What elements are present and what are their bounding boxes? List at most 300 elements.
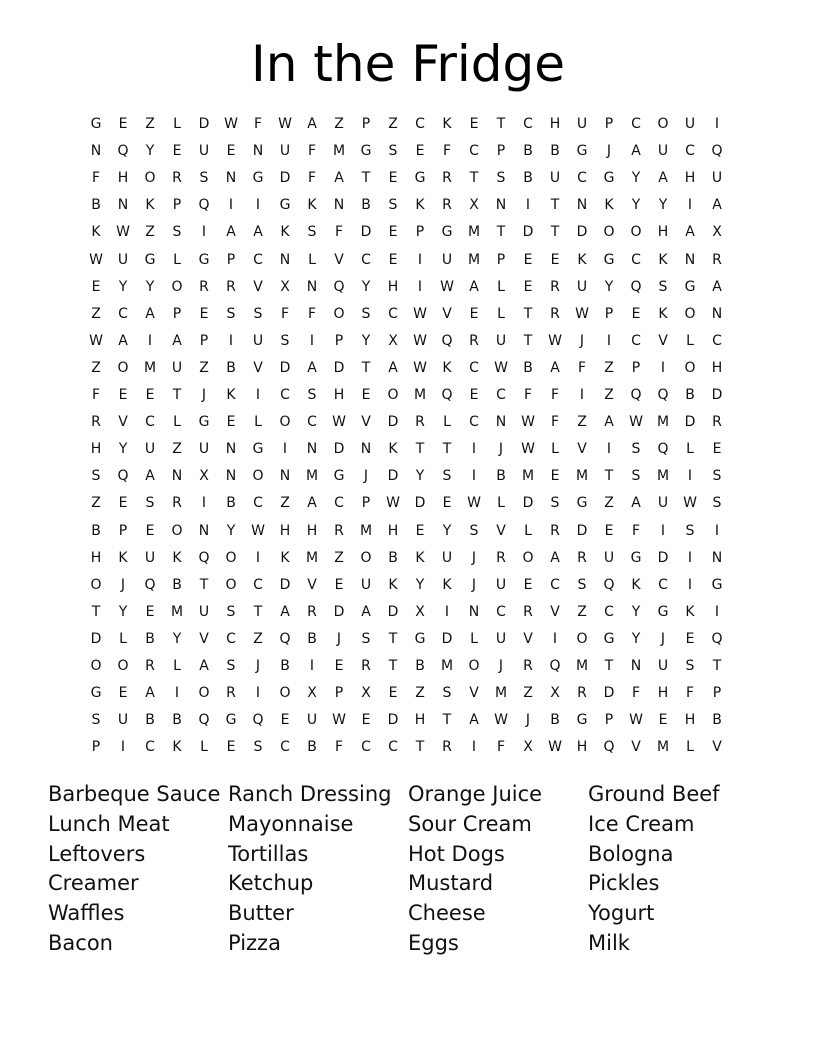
grid-letter[interactable]: R — [469, 332, 479, 349]
grid-letter[interactable]: Q — [630, 278, 642, 295]
grid-letter[interactable]: W — [521, 441, 535, 458]
grid-letter[interactable]: O — [279, 685, 291, 702]
grid-letter[interactable]: U — [144, 549, 156, 566]
grid-letter[interactable]: E — [388, 251, 398, 268]
grid-letter[interactable]: P — [361, 495, 371, 512]
grid-letter[interactable]: R — [442, 197, 452, 214]
grid-letter[interactable]: M — [575, 658, 589, 674]
grid-letter[interactable]: L — [443, 414, 451, 431]
grid-letter[interactable]: I — [417, 278, 423, 295]
grid-letter[interactable]: G — [414, 630, 426, 647]
grid-letter[interactable]: Q — [198, 197, 210, 214]
grid-letter[interactable]: I — [714, 603, 720, 620]
grid-letter[interactable]: D — [387, 603, 399, 620]
grid-letter[interactable]: Y — [118, 278, 128, 295]
grid-letter[interactable]: O — [630, 224, 642, 241]
grid-letter[interactable]: P — [226, 251, 236, 268]
grid-letter[interactable]: D — [279, 170, 291, 187]
grid-letter[interactable]: C — [280, 739, 290, 756]
grid-letter[interactable]: R — [415, 414, 425, 431]
grid-letter[interactable]: I — [606, 332, 612, 349]
grid-letter[interactable]: T — [361, 170, 371, 187]
grid-letter[interactable]: E — [118, 495, 128, 512]
grid-letter[interactable]: S — [550, 495, 560, 512]
grid-letter[interactable]: H — [657, 685, 669, 702]
grid-letter[interactable]: I — [471, 441, 477, 458]
grid-letter[interactable]: N — [252, 143, 264, 160]
grid-letter[interactable]: I — [687, 468, 693, 485]
grid-letter[interactable]: A — [361, 603, 371, 620]
grid-letter[interactable]: N — [711, 549, 723, 566]
grid-letter[interactable]: G — [333, 468, 345, 485]
grid-letter[interactable]: C — [280, 387, 290, 403]
grid-letter[interactable]: Q — [117, 468, 129, 485]
grid-letter[interactable]: X — [712, 224, 722, 241]
grid-letter[interactable]: D — [333, 441, 345, 458]
grid-letter[interactable]: U — [495, 576, 507, 593]
grid-letter[interactable]: F — [91, 170, 101, 187]
grid-letter[interactable]: P — [334, 332, 344, 349]
grid-letter[interactable]: U — [495, 332, 507, 349]
grid-letter[interactable]: I — [660, 522, 666, 539]
grid-letter[interactable]: D — [576, 522, 588, 539]
grid-letter[interactable]: Z — [604, 495, 614, 512]
grid-letter[interactable]: I — [282, 441, 288, 458]
grid-letter[interactable]: I — [417, 251, 423, 268]
grid-letter[interactable]: E — [550, 251, 560, 268]
grid-letter[interactable]: G — [90, 685, 102, 702]
grid-letter[interactable]: S — [361, 305, 371, 322]
grid-letter[interactable]: A — [631, 143, 641, 160]
grid-letter[interactable]: P — [496, 251, 506, 268]
grid-letter[interactable]: F — [334, 224, 344, 241]
grid-letter[interactable]: Z — [91, 305, 101, 322]
grid-letter[interactable]: O — [117, 359, 129, 376]
grid-letter[interactable]: D — [414, 495, 426, 512]
grid-letter[interactable]: I — [444, 603, 450, 620]
grid-letter[interactable]: Q — [603, 739, 615, 756]
grid-letter[interactable]: T — [604, 468, 614, 485]
grid-letter[interactable]: V — [253, 278, 263, 295]
grid-letter[interactable]: N — [225, 468, 237, 485]
grid-letter[interactable]: Y — [631, 170, 641, 187]
grid-letter[interactable]: A — [712, 197, 722, 214]
grid-letter[interactable]: J — [120, 576, 126, 593]
grid-letter[interactable]: F — [577, 359, 587, 376]
grid-letter[interactable]: J — [498, 441, 504, 458]
grid-letter[interactable]: U — [306, 712, 318, 729]
grid-letter[interactable]: W — [89, 251, 103, 268]
grid-letter[interactable]: S — [172, 224, 182, 241]
grid-letter[interactable]: B — [523, 170, 533, 187]
grid-letter[interactable]: E — [442, 495, 452, 512]
grid-letter[interactable]: W — [494, 359, 508, 376]
grid-letter[interactable]: F — [550, 387, 560, 403]
grid-letter[interactable]: H — [711, 359, 723, 376]
grid-letter[interactable]: I — [228, 197, 234, 214]
grid-letter[interactable]: S — [145, 495, 155, 512]
grid-letter[interactable]: H — [549, 116, 561, 132]
grid-letter[interactable]: P — [172, 197, 182, 214]
grid-letter[interactable]: M — [656, 739, 670, 756]
grid-letter[interactable]: W — [413, 332, 427, 349]
grid-letter[interactable]: H — [576, 739, 588, 756]
grid-letter[interactable]: U — [603, 549, 615, 566]
grid-letter[interactable]: W — [440, 278, 454, 295]
grid-letter[interactable]: B — [550, 143, 560, 160]
grid-letter[interactable]: H — [657, 224, 669, 241]
grid-letter[interactable]: C — [145, 739, 155, 756]
grid-letter[interactable]: S — [388, 143, 398, 160]
grid-letter[interactable]: W — [575, 305, 589, 322]
grid-letter[interactable]: Z — [172, 441, 182, 458]
grid-letter[interactable]: E — [118, 685, 128, 702]
grid-letter[interactable]: E — [685, 630, 695, 647]
grid-letter[interactable]: I — [687, 549, 693, 566]
grid-letter[interactable]: V — [523, 630, 533, 647]
grid-letter[interactable]: Z — [334, 116, 344, 132]
grid-letter[interactable]: V — [631, 739, 641, 756]
grid-letter[interactable]: S — [442, 685, 452, 702]
grid-letter[interactable]: N — [171, 468, 183, 485]
grid-letter[interactable]: J — [660, 630, 666, 647]
grid-letter[interactable]: F — [307, 305, 317, 322]
grid-letter[interactable]: K — [685, 603, 695, 620]
grid-letter[interactable]: Z — [388, 116, 398, 132]
grid-letter[interactable]: S — [307, 224, 317, 241]
grid-letter[interactable]: W — [548, 332, 562, 349]
grid-letter[interactable]: P — [334, 685, 344, 702]
grid-letter[interactable]: W — [494, 712, 508, 729]
grid-letter[interactable]: A — [226, 224, 236, 241]
grid-letter[interactable]: A — [712, 278, 722, 295]
grid-letter[interactable]: U — [144, 441, 156, 458]
grid-letter[interactable]: O — [522, 549, 534, 566]
grid-letter[interactable]: T — [172, 387, 182, 403]
grid-letter[interactable]: Z — [415, 685, 425, 702]
grid-letter[interactable]: L — [173, 414, 181, 431]
grid-letter[interactable]: Z — [604, 359, 614, 376]
grid-letter[interactable]: M — [494, 685, 508, 702]
grid-letter[interactable]: M — [575, 468, 589, 485]
grid-letter[interactable]: S — [307, 387, 317, 403]
grid-letter[interactable]: L — [686, 739, 694, 756]
grid-letter[interactable]: T — [523, 332, 533, 349]
grid-letter[interactable]: I — [201, 495, 207, 512]
grid-letter[interactable]: U — [360, 576, 372, 593]
grid-letter[interactable]: Y — [361, 332, 371, 349]
grid-letter[interactable]: O — [171, 522, 183, 539]
grid-letter[interactable]: C — [658, 576, 668, 593]
grid-letter[interactable]: N — [306, 441, 318, 458]
grid-letter[interactable]: H — [90, 549, 102, 566]
grid-letter[interactable]: N — [225, 441, 237, 458]
grid-letter[interactable]: I — [525, 197, 531, 214]
grid-letter[interactable]: B — [550, 712, 560, 729]
grid-letter[interactable]: E — [523, 576, 533, 593]
grid-letter[interactable]: Y — [226, 522, 236, 539]
grid-letter[interactable]: S — [361, 630, 371, 647]
grid-letter[interactable]: E — [226, 143, 236, 160]
grid-letter[interactable]: E — [172, 143, 182, 160]
grid-letter[interactable]: O — [657, 116, 669, 132]
grid-letter[interactable]: A — [550, 549, 560, 566]
grid-letter[interactable]: T — [415, 441, 425, 458]
grid-letter[interactable]: E — [118, 387, 128, 403]
grid-letter[interactable]: T — [550, 224, 560, 241]
grid-letter[interactable]: T — [442, 441, 452, 458]
grid-letter[interactable]: G — [225, 712, 237, 729]
grid-letter[interactable]: G — [630, 549, 642, 566]
grid-letter[interactable]: T — [199, 576, 209, 593]
grid-letter[interactable]: C — [226, 630, 236, 647]
grid-letter[interactable]: D — [279, 576, 291, 593]
grid-letter[interactable]: N — [495, 197, 507, 214]
grid-letter[interactable]: E — [631, 305, 641, 322]
grid-letter[interactable]: E — [145, 522, 155, 539]
grid-letter[interactable]: Q — [630, 387, 642, 403]
grid-letter[interactable]: E — [712, 441, 722, 458]
grid-letter[interactable]: F — [631, 685, 641, 702]
grid-letter[interactable]: U — [576, 278, 588, 295]
grid-letter[interactable]: G — [603, 251, 615, 268]
grid-letter[interactable]: K — [658, 251, 668, 268]
grid-letter[interactable]: K — [658, 305, 668, 322]
grid-letter[interactable]: C — [496, 387, 506, 403]
grid-letter[interactable]: Q — [117, 143, 129, 160]
grid-letter[interactable]: H — [387, 522, 399, 539]
grid-letter[interactable]: B — [280, 658, 290, 674]
grid-letter[interactable]: K — [442, 359, 452, 376]
grid-letter[interactable]: S — [199, 170, 209, 187]
grid-letter[interactable]: B — [496, 468, 506, 485]
grid-letter[interactable]: V — [469, 685, 479, 702]
grid-letter[interactable]: V — [496, 522, 506, 539]
grid-letter[interactable]: A — [631, 495, 641, 512]
grid-letter[interactable]: X — [415, 603, 425, 620]
grid-letter[interactable]: C — [334, 495, 344, 512]
grid-letter[interactable]: A — [145, 468, 155, 485]
grid-letter[interactable]: O — [225, 576, 237, 593]
grid-letter[interactable]: E — [226, 414, 236, 431]
grid-letter[interactable]: Q — [441, 387, 453, 403]
grid-letter[interactable]: U — [711, 170, 723, 187]
grid-letter[interactable]: F — [334, 739, 344, 756]
grid-letter[interactable]: O — [117, 658, 129, 674]
grid-letter[interactable]: P — [361, 116, 371, 132]
grid-letter[interactable]: S — [658, 278, 668, 295]
grid-letter[interactable]: U — [657, 143, 669, 160]
grid-letter[interactable]: S — [631, 441, 641, 458]
grid-letter[interactable]: O — [225, 549, 237, 566]
grid-letter[interactable]: R — [226, 278, 236, 295]
grid-letter[interactable]: J — [471, 549, 477, 566]
grid-letter[interactable]: V — [118, 414, 128, 431]
grid-letter[interactable]: H — [279, 522, 291, 539]
grid-letter[interactable]: F — [496, 739, 506, 756]
grid-letter[interactable]: S — [91, 712, 101, 729]
grid-letter[interactable]: O — [252, 468, 264, 485]
grid-letter[interactable]: B — [523, 143, 533, 160]
grid-letter[interactable]: C — [631, 116, 641, 132]
grid-letter[interactable]: C — [307, 414, 317, 431]
grid-letter[interactable]: U — [441, 251, 453, 268]
grid-letter[interactable]: I — [309, 332, 315, 349]
grid-letter[interactable]: U — [117, 251, 129, 268]
grid-letter[interactable]: E — [550, 468, 560, 485]
grid-letter[interactable]: E — [361, 387, 371, 403]
grid-letter[interactable]: Z — [334, 549, 344, 566]
grid-letter[interactable]: E — [388, 685, 398, 702]
grid-letter[interactable]: X — [388, 332, 398, 349]
grid-letter[interactable]: C — [253, 495, 263, 512]
grid-letter[interactable]: U — [117, 712, 129, 729]
grid-letter[interactable]: S — [685, 658, 695, 674]
grid-letter[interactable]: G — [657, 603, 669, 620]
grid-letter[interactable]: G — [441, 224, 453, 241]
grid-letter[interactable]: R — [550, 522, 560, 539]
grid-letter[interactable]: Z — [253, 630, 263, 647]
grid-letter[interactable]: U — [576, 116, 588, 132]
grid-letter[interactable]: E — [199, 305, 209, 322]
grid-letter[interactable]: D — [522, 224, 534, 241]
grid-letter[interactable]: M — [332, 143, 346, 160]
grid-letter[interactable]: I — [147, 332, 153, 349]
grid-letter[interactable]: U — [657, 658, 669, 674]
grid-letter[interactable]: C — [631, 251, 641, 268]
grid-letter[interactable]: Z — [145, 116, 155, 132]
grid-letter[interactable]: I — [255, 197, 261, 214]
grid-letter[interactable]: R — [712, 414, 722, 431]
grid-letter[interactable]: Q — [198, 712, 210, 729]
grid-letter[interactable]: C — [712, 332, 722, 349]
grid-letter[interactable]: L — [551, 441, 559, 458]
grid-letter[interactable]: R — [172, 495, 182, 512]
grid-letter[interactable]: N — [360, 441, 372, 458]
grid-letter[interactable]: Y — [145, 143, 155, 160]
grid-letter[interactable]: E — [469, 387, 479, 403]
grid-letter[interactable]: D — [441, 630, 453, 647]
grid-letter[interactable]: R — [172, 170, 182, 187]
grid-letter[interactable]: G — [252, 170, 264, 187]
grid-letter[interactable]: X — [361, 685, 371, 702]
grid-letter[interactable]: B — [307, 739, 317, 756]
grid-letter[interactable]: V — [658, 332, 668, 349]
grid-letter[interactable]: A — [469, 278, 479, 295]
grid-letter[interactable]: S — [496, 170, 506, 187]
grid-letter[interactable]: L — [308, 251, 316, 268]
grid-letter[interactable]: P — [91, 739, 101, 756]
grid-letter[interactable]: W — [629, 414, 643, 431]
grid-letter[interactable]: S — [712, 495, 722, 512]
grid-letter[interactable]: M — [467, 224, 481, 241]
grid-letter[interactable]: A — [604, 414, 614, 431]
grid-letter[interactable]: P — [199, 332, 209, 349]
grid-letter[interactable]: I — [255, 685, 261, 702]
grid-letter[interactable]: K — [280, 224, 290, 241]
grid-letter[interactable]: W — [683, 495, 697, 512]
grid-letter[interactable]: P — [172, 305, 182, 322]
grid-letter[interactable]: K — [604, 197, 614, 214]
grid-letter[interactable]: S — [388, 197, 398, 214]
grid-letter[interactable]: E — [118, 116, 128, 132]
grid-letter[interactable]: M — [440, 658, 454, 674]
grid-letter[interactable]: O — [360, 549, 372, 566]
grid-letter[interactable]: O — [468, 658, 480, 674]
grid-letter[interactable]: U — [495, 630, 507, 647]
grid-letter[interactable]: G — [198, 414, 210, 431]
grid-letter[interactable]: Z — [280, 495, 290, 512]
grid-letter[interactable]: J — [255, 658, 261, 674]
grid-letter[interactable]: U — [441, 549, 453, 566]
grid-letter[interactable]: G — [144, 251, 156, 268]
grid-letter[interactable]: J — [471, 576, 477, 593]
grid-letter[interactable]: O — [387, 387, 399, 403]
grid-letter[interactable]: Q — [657, 441, 669, 458]
grid-letter[interactable]: C — [253, 251, 263, 268]
grid-letter[interactable]: H — [90, 441, 102, 458]
grid-letter[interactable]: M — [305, 549, 319, 566]
grid-letter[interactable]: K — [145, 197, 155, 214]
grid-letter[interactable]: A — [145, 685, 155, 702]
grid-letter[interactable]: S — [253, 305, 263, 322]
grid-letter[interactable]: K — [388, 441, 398, 458]
grid-letter[interactable]: U — [171, 359, 183, 376]
grid-letter[interactable]: Y — [604, 278, 614, 295]
grid-letter[interactable]: T — [442, 712, 452, 729]
grid-letter[interactable]: A — [199, 658, 209, 674]
grid-letter[interactable]: L — [686, 332, 694, 349]
grid-letter[interactable]: D — [522, 495, 534, 512]
grid-letter[interactable]: N — [279, 468, 291, 485]
grid-letter[interactable]: C — [253, 576, 263, 593]
grid-letter[interactable]: M — [305, 468, 319, 485]
grid-letter[interactable]: N — [495, 414, 507, 431]
grid-letter[interactable]: N — [333, 197, 345, 214]
grid-letter[interactable]: W — [89, 332, 103, 349]
grid-letter[interactable]: I — [309, 658, 315, 674]
grid-letter[interactable]: V — [442, 305, 452, 322]
grid-letter[interactable]: V — [361, 414, 371, 431]
grid-letter[interactable]: T — [604, 658, 614, 674]
grid-letter[interactable]: K — [577, 251, 587, 268]
grid-letter[interactable]: N — [576, 197, 588, 214]
grid-letter[interactable]: K — [118, 549, 128, 566]
grid-letter[interactable]: A — [118, 332, 128, 349]
grid-letter[interactable]: L — [524, 522, 532, 539]
grid-letter[interactable]: H — [117, 170, 129, 187]
grid-letter[interactable]: F — [307, 143, 317, 160]
grid-letter[interactable]: E — [469, 305, 479, 322]
grid-letter[interactable]: I — [228, 332, 234, 349]
grid-letter[interactable]: D — [657, 549, 669, 566]
grid-letter[interactable]: D — [684, 414, 696, 431]
grid-letter[interactable]: B — [415, 658, 425, 674]
grid-letter[interactable]: L — [173, 251, 181, 268]
grid-letter[interactable]: D — [90, 630, 102, 647]
grid-letter[interactable]: R — [91, 414, 101, 431]
grid-letter[interactable]: K — [442, 116, 452, 132]
grid-letter[interactable]: G — [279, 197, 291, 214]
grid-letter[interactable]: O — [603, 224, 615, 241]
grid-letter[interactable]: L — [173, 658, 181, 674]
grid-letter[interactable]: E — [415, 143, 425, 160]
grid-letter[interactable]: F — [442, 143, 452, 160]
grid-letter[interactable]: O — [684, 359, 696, 376]
grid-letter[interactable]: S — [280, 332, 290, 349]
grid-letter[interactable]: P — [118, 522, 128, 539]
grid-letter[interactable]: Q — [657, 387, 669, 403]
